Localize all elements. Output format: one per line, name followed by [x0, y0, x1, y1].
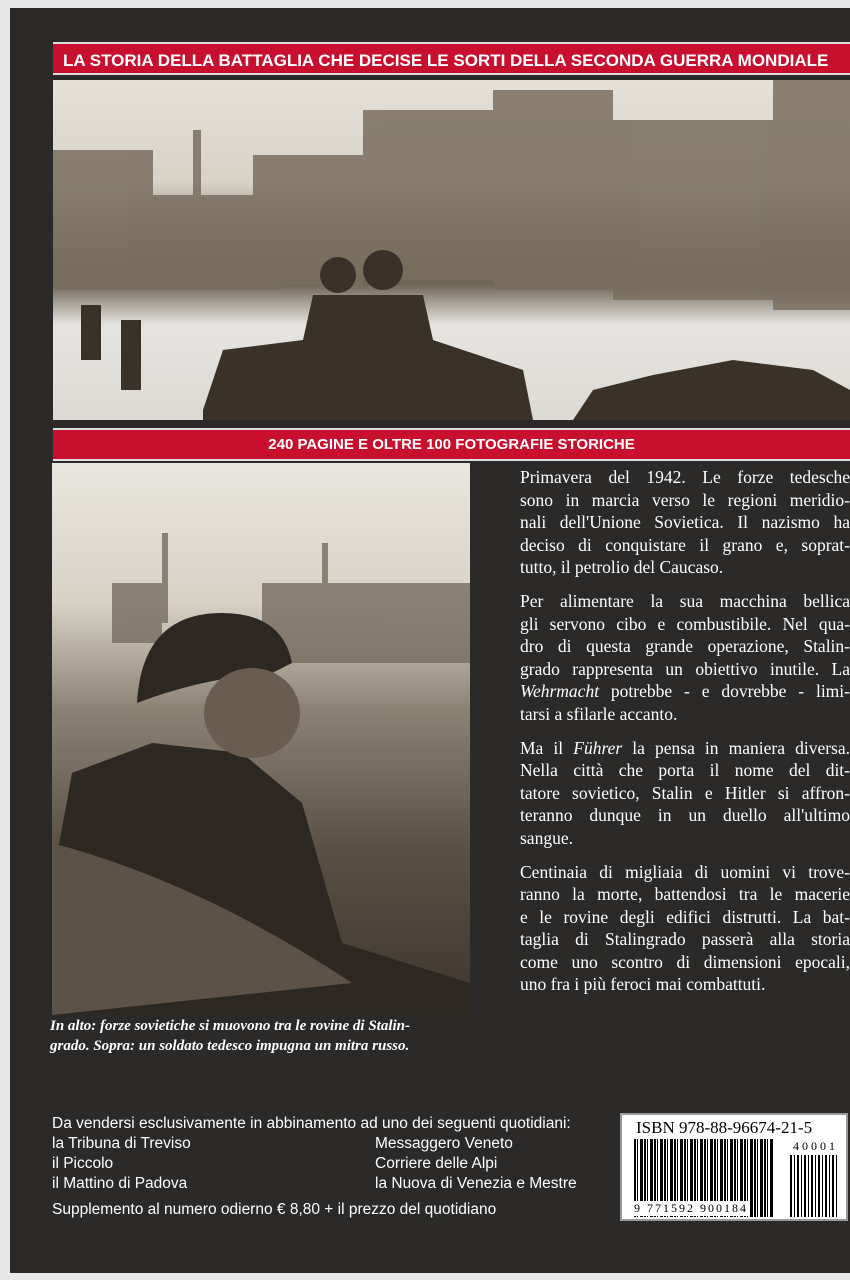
blurb-line: uno fra i più feroci mai combattuti.: [520, 974, 766, 995]
newspaper: la Tribuna di Treviso: [52, 1135, 191, 1152]
blurb-line: sono in marcia verso le regioni meridio-: [520, 489, 850, 510]
photo-german-soldier: [52, 463, 470, 1015]
newspaper-list: [52, 1134, 635, 1194]
newspaper: il Piccolo: [52, 1155, 114, 1172]
sale-info: [52, 1114, 635, 1220]
newspaper: il Mattino di Padova: [52, 1175, 188, 1192]
blurb-line: teranno dunque in un duello all'ultimo: [520, 805, 850, 826]
addon-code: 40001: [793, 1139, 838, 1153]
newspaper: la Nuova di Venezia e Mestre: [375, 1175, 577, 1192]
blurb-paragraph: [502, 737, 850, 850]
blurb-line: Wehrmacht potrebbe - e dovrebbe - limi-: [520, 681, 850, 702]
isbn-number: ISBN 978-88-96674-21-5: [636, 1118, 813, 1137]
blurb-line: deciso di conquistare il grano e, soprat-: [520, 534, 850, 555]
blurb-line: taglia di Stalingrado passerà alla storia: [520, 929, 850, 950]
blurb-line: grado rappresenta un obiettivo inutile. La: [520, 658, 850, 679]
blurb-line: nali dell'Unione Sovietica. Il nazismo ha: [520, 512, 850, 533]
blurb-line: dro di questa grande operazione, Stalin-: [520, 636, 850, 657]
blurb-line: Nella città che porta il nome del dit-: [520, 760, 850, 781]
blurb-line: tarsi a sfilarle accanto.: [520, 703, 678, 724]
blurb-paragraph: [502, 466, 850, 579]
back-cover: [10, 8, 850, 1273]
blurb-paragraph: [502, 861, 850, 997]
sale-notice: Da vendersi esclusivamente in abbinamento ad uno dei seguenti quotidiani:: [52, 1115, 571, 1132]
blurb-line: gli servono cibo e combustibile. Nel qua-: [520, 613, 850, 634]
blurb-line: Primavera del 1942. Le forze tedesche: [520, 467, 850, 487]
blurb-line: Per alimentare la sua macchina bellica: [520, 590, 850, 611]
newspaper: Corriere delle Alpi: [375, 1155, 498, 1172]
blurb-line: sangue.: [520, 827, 573, 848]
photo-soviet-forces-ruins: [53, 80, 850, 420]
photo-caption: [50, 1016, 480, 1056]
addon-barcode: [790, 1155, 838, 1217]
ean-number: 9 771592 900184: [634, 1201, 748, 1215]
mid-banner: 240 PAGINE E OLTRE 100 FOTOGRAFIE STORICHE: [53, 428, 850, 461]
blurb-line: tatore sovietico, Stalin e Hitler si affron-: [520, 782, 850, 803]
blurb-paragraph: [502, 590, 850, 726]
supplement-price: Supplemento al numero odierno € 8,80 + il prezzo del quotidiano: [52, 1201, 497, 1218]
blurb-text: [502, 466, 850, 1007]
caption-line: In alto: forze sovietiche si muovono tra le rovine di Stalin-: [50, 1018, 411, 1034]
blurb-line: Ma il Führer la pensa in maniera diversa.: [520, 737, 850, 758]
top-banner: LA STORIA DELLA BATTAGLIA CHE DECISE LE SORTI DELLA SECONDA GUERRA MONDIALE: [53, 42, 850, 75]
caption-line: grado. Sopra: un soldato tedesco impugna un mitra russo.: [50, 1038, 410, 1054]
blurb-line: Centinaia di migliaia di uomini vi trove-: [520, 861, 850, 882]
newspaper: Messaggero Veneto: [375, 1135, 513, 1152]
blurb-line: come uno scontro di dimensioni epocali,: [520, 951, 850, 972]
blurb-line: ranno la morte, battendosi tra le macerie: [520, 884, 850, 905]
blurb-line: e le rovine degli edifici distrutti. La bat-: [520, 906, 850, 927]
blurb-line: tutto, il petrolio del Caucaso.: [520, 557, 724, 578]
barcode-box: [620, 1113, 848, 1221]
